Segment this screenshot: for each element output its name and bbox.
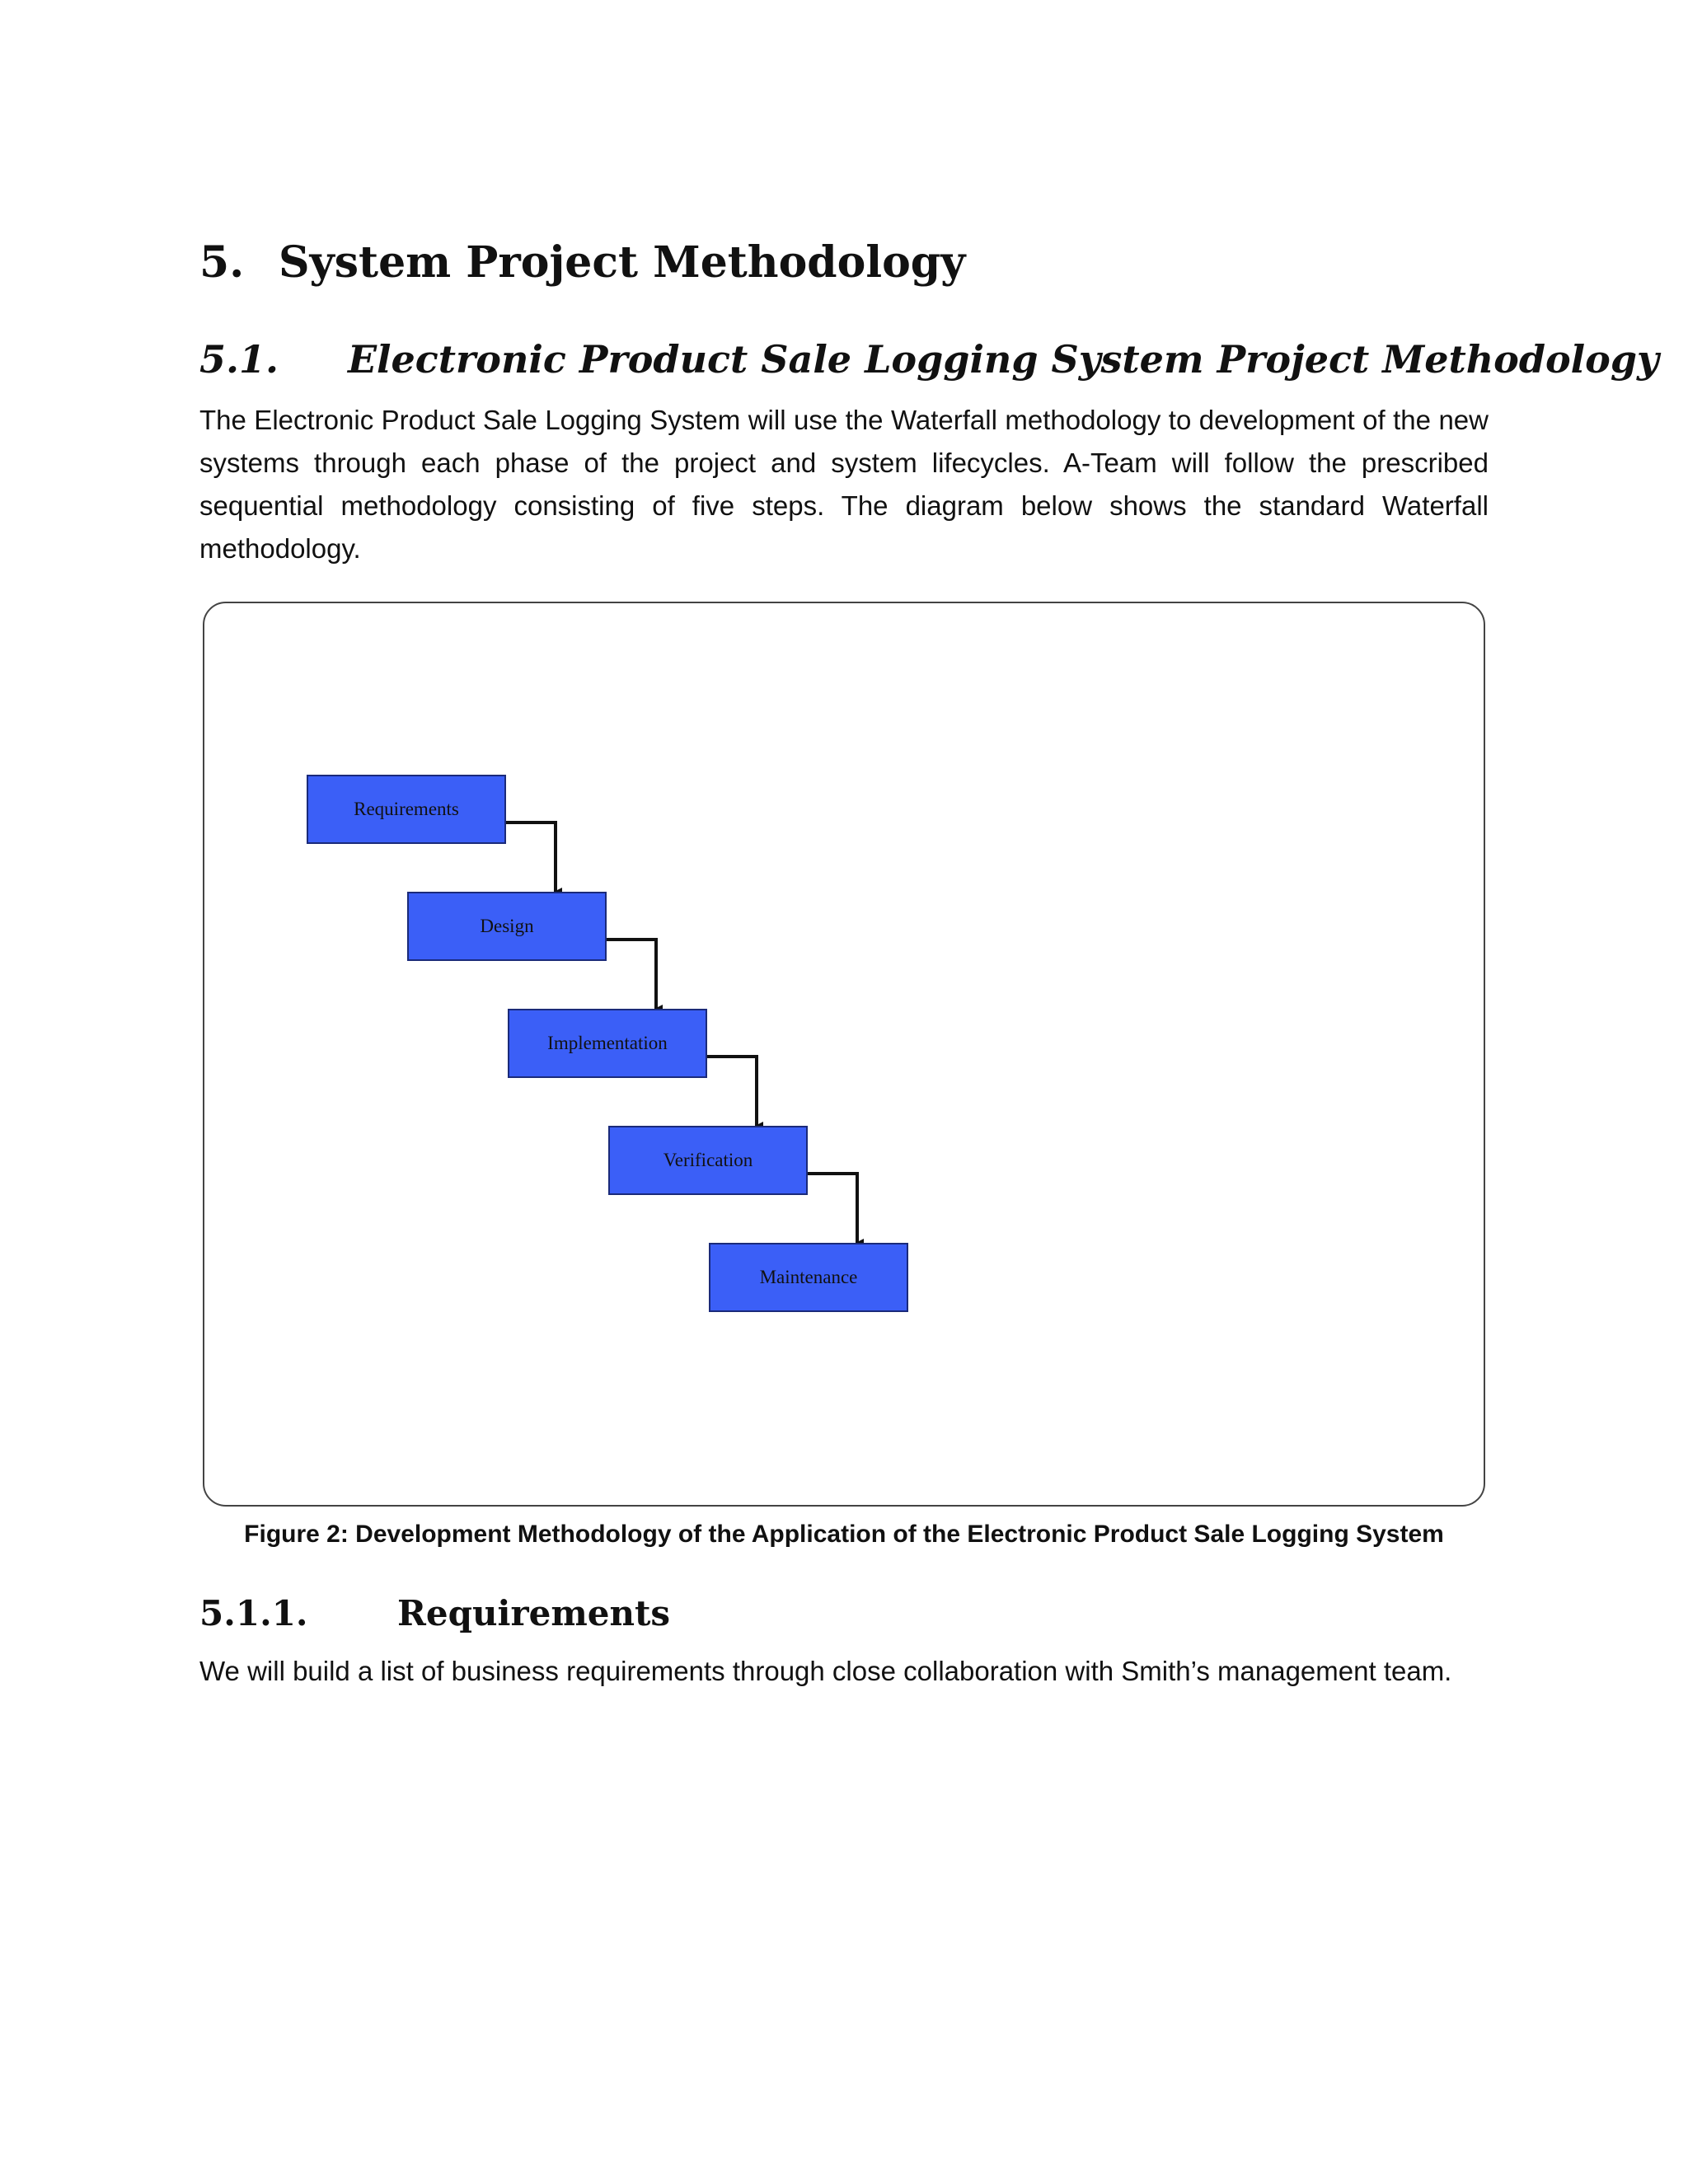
step-requirements [307,775,506,844]
arrow-verification-to-maintenance [808,1174,857,1243]
subsubsection-number: 5.1.1. [199,1593,308,1633]
waterfall-connectors [204,603,1487,1508]
step-maintenance [709,1243,908,1312]
step-label: Verification [663,1150,753,1170]
arrow-design-to-implementation [607,940,656,1009]
step-design [407,892,607,961]
step-label: Design [480,916,534,936]
subsection-heading [199,335,1659,384]
subsubsection-paragraph: We will build a list of business requirements through close collaboration with Smith’s management team. [199,1656,1452,1686]
step-verification [608,1126,808,1195]
subsubsection-title: Requirements [397,1593,671,1633]
step-label: Implementation [547,1033,668,1053]
section-heading [199,236,965,290]
step-label: Requirements [354,799,459,819]
arrow-implementation-to-verification [707,1057,757,1126]
subsection-title: Electronic Product Sale Logging System Project Methodology [348,337,1659,382]
section-number: 5. [199,237,245,288]
step-implementation [508,1009,707,1078]
section-title: System Project Methodology [279,237,966,288]
subsection-number: 5.1. [199,337,279,382]
waterfall-figure [203,602,1485,1507]
step-label: Maintenance [759,1267,858,1287]
figure-caption: Figure 2: Development Methodology of the Application of the Electronic Product Sale Logging System [244,1521,1444,1548]
subsection-paragraph: The Electronic Product Sale Logging System will use the Waterfall methodology to development of the new systems through each phase of the project and system lifecycles. A-Team will follow the prescribed sequential methodology consisting of five steps. The diagram below shows the standard Waterfall methodology. [199,405,1489,564]
arrow-requirements-to-design [506,823,556,892]
subsubsection-heading [199,1591,670,1637]
